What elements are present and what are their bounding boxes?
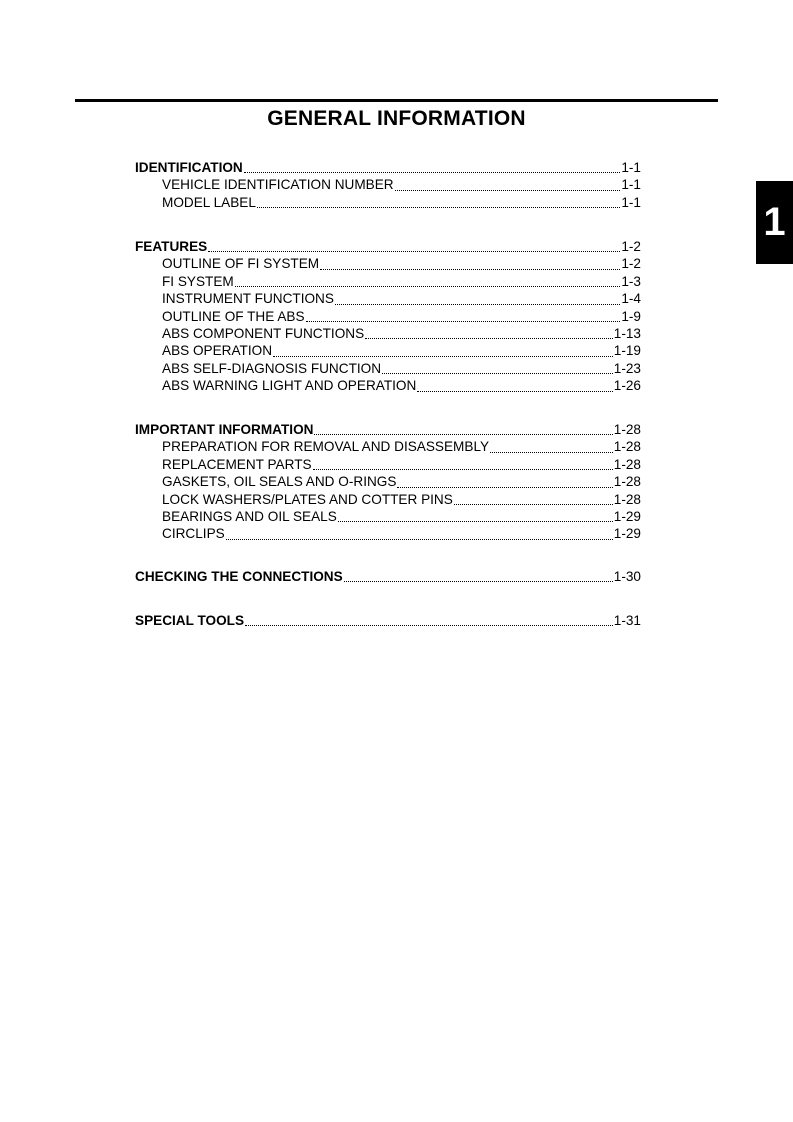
toc-item-label: OUTLINE OF FI SYSTEM [162, 256, 320, 272]
toc-item[interactable] [135, 274, 641, 291]
dot-leader [417, 391, 612, 392]
toc-item-page: 1-28 [613, 491, 641, 507]
dot-leader [273, 356, 613, 357]
toc-item-label: ABS SELF-DIAGNOSIS FUNCTION [162, 360, 382, 376]
toc-item[interactable] [135, 309, 641, 326]
dot-leader [235, 286, 621, 287]
toc-item[interactable] [135, 526, 641, 543]
dot-leader [245, 625, 613, 626]
toc-item-label: BEARINGS AND OIL SEALS [162, 508, 337, 524]
dot-leader [382, 373, 613, 374]
dot-leader [314, 434, 612, 435]
toc-item-page: 1-1 [621, 194, 641, 210]
dot-leader [226, 539, 613, 540]
dot-leader [365, 338, 613, 339]
dot-leader [320, 269, 620, 270]
toc-item[interactable] [135, 439, 641, 456]
dot-leader [344, 581, 613, 582]
toc-item[interactable] [135, 343, 641, 360]
toc-heading[interactable] [135, 160, 641, 177]
toc-heading-page: 1-30 [613, 569, 641, 584]
toc-heading-page: 1-31 [613, 613, 641, 628]
toc-item[interactable] [135, 177, 641, 194]
dot-leader [338, 521, 613, 522]
toc-item-page: 1-4 [621, 291, 641, 307]
toc-heading[interactable] [135, 239, 641, 256]
toc-item[interactable] [135, 492, 641, 509]
toc-item-page: 1-1 [621, 177, 641, 193]
toc-item[interactable] [135, 195, 641, 212]
toc-heading[interactable] [135, 569, 641, 586]
toc-heading-page: 1-1 [621, 160, 641, 175]
toc-heading-label: CHECKING THE CONNECTIONS [135, 569, 343, 584]
toc-item[interactable] [135, 291, 641, 308]
toc-item-page: 1-28 [613, 456, 641, 472]
toc-heading-label: SPECIAL TOOLS [135, 613, 245, 628]
top-rule [75, 99, 718, 102]
toc-item-page: 1-13 [613, 325, 641, 341]
dot-leader [208, 251, 620, 252]
dot-leader [257, 207, 620, 208]
dot-leader [306, 321, 621, 322]
toc-section [135, 160, 641, 212]
toc-heading-page: 1-2 [621, 239, 641, 254]
dot-leader [454, 504, 613, 505]
toc-item-page: 1-19 [613, 343, 641, 359]
toc-section [135, 239, 641, 396]
toc-item-page: 1-9 [621, 308, 641, 324]
toc-item[interactable] [135, 378, 641, 395]
toc-heading[interactable] [135, 613, 641, 630]
dot-leader [395, 190, 621, 191]
toc-section [135, 422, 641, 544]
toc-heading-page: 1-28 [613, 422, 641, 437]
toc-item[interactable] [135, 509, 641, 526]
toc-item[interactable] [135, 326, 641, 343]
dot-leader [335, 304, 620, 305]
toc-item-label: PREPARATION FOR REMOVAL AND DISASSEMBLY [162, 439, 490, 455]
toc-item[interactable] [135, 256, 641, 273]
toc-item-page: 1-23 [613, 360, 641, 376]
toc-item-label: GASKETS, OIL SEALS AND O-RINGS [162, 474, 397, 490]
toc-item-label: LOCK WASHERS/PLATES AND COTTER PINS [162, 491, 453, 507]
toc-item[interactable] [135, 361, 641, 378]
toc-item-page: 1-28 [613, 474, 641, 490]
toc-heading-label: IDENTIFICATION [135, 160, 243, 175]
toc-item-label: MODEL LABEL [162, 194, 256, 210]
toc-item[interactable] [135, 457, 641, 474]
toc-item-label: ABS OPERATION [162, 343, 273, 359]
toc-item-page: 1-28 [613, 439, 641, 455]
toc-item-page: 1-2 [621, 256, 641, 272]
toc-heading-label: IMPORTANT INFORMATION [135, 422, 314, 437]
dot-leader [313, 469, 613, 470]
toc-item-label: INSTRUMENT FUNCTIONS [162, 291, 334, 307]
toc-section [135, 569, 641, 586]
toc-item-page: 1-29 [613, 526, 641, 542]
dot-leader [244, 172, 621, 173]
toc-heading-label: FEATURES [135, 239, 208, 254]
toc-item-label: CIRCLIPS [162, 526, 225, 542]
toc-item-page: 1-3 [621, 273, 641, 289]
toc-item[interactable] [135, 474, 641, 491]
toc-item-label: ABS COMPONENT FUNCTIONS [162, 325, 365, 341]
dot-leader [397, 487, 612, 488]
page-title: GENERAL INFORMATION [267, 107, 526, 130]
toc-item-label: REPLACEMENT PARTS [162, 456, 312, 472]
toc-item-label: OUTLINE OF THE ABS [162, 308, 305, 324]
chapter-tab: 1 [756, 181, 793, 264]
toc-item-label: ABS WARNING LIGHT AND OPERATION [162, 378, 417, 394]
toc-heading[interactable] [135, 422, 641, 439]
toc-item-label: VEHICLE IDENTIFICATION NUMBER [162, 177, 394, 193]
toc-section [135, 613, 641, 630]
toc-item-page: 1-29 [613, 508, 641, 524]
toc-item-label: FI SYSTEM [162, 273, 234, 289]
toc-item-page: 1-26 [613, 378, 641, 394]
dot-leader [490, 452, 613, 453]
